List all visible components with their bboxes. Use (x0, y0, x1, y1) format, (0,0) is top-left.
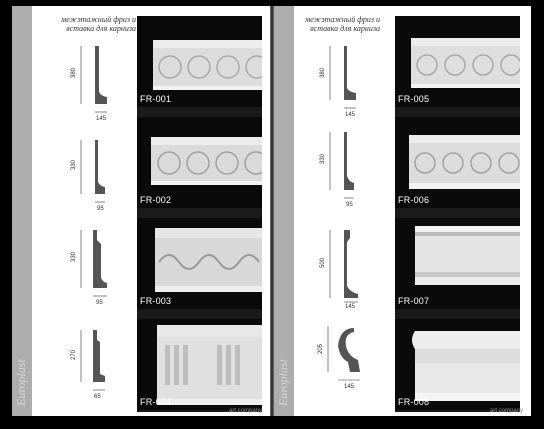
height-dimension: 330 (320, 153, 326, 164)
product-code: FR-008 (398, 397, 430, 407)
profile-drawing-fr-008 (314, 318, 384, 398)
header-line-2: вставка для карниза (310, 24, 380, 33)
height-dimension: 330 (71, 159, 77, 170)
product-tile-fr-003[interactable] (137, 218, 262, 309)
header-line-1: межэтажный фриз и (305, 15, 380, 24)
height-dimension: 500 (320, 257, 326, 268)
width-dimension: 95 (346, 202, 353, 208)
product-tile-fr-001[interactable] (137, 16, 262, 107)
brand-logo (14, 328, 30, 408)
product-tile-fr-008[interactable] (395, 319, 520, 410)
right-side-strip (274, 6, 294, 416)
product-tile-fr-005[interactable] (395, 16, 520, 107)
product-code: FR-001 (140, 94, 172, 104)
height-dimension: 330 (71, 251, 77, 262)
product-code: FR-006 (398, 195, 430, 205)
height-dimension: 270 (71, 349, 77, 360)
width-dimension: 65 (94, 394, 101, 400)
product-code: FR-003 (140, 296, 172, 306)
profile-drawing-fr-007 (316, 228, 386, 308)
profile-drawing-fr-005 (316, 42, 386, 122)
page-header (36, 15, 136, 33)
height-dimension: 205 (318, 343, 324, 354)
product-tile-fr-006[interactable] (395, 117, 520, 208)
profile-drawing-fr-001 (67, 42, 137, 122)
product-tile-fr-004[interactable] (137, 319, 262, 410)
product-tile-fr-007[interactable] (395, 218, 520, 309)
width-dimension: 145 (344, 384, 355, 390)
width-dimension: 95 (96, 300, 103, 306)
profile-drawing-fr-002 (67, 136, 137, 216)
page-footer: art company (229, 408, 263, 414)
width-dimension: 145 (345, 112, 356, 118)
product-code: FR-005 (398, 94, 430, 104)
height-dimension: 380 (71, 67, 77, 78)
header-line-2: вставка для карниза (66, 24, 136, 33)
product-photo-column (395, 16, 520, 412)
product-code: FR-004 (140, 397, 172, 407)
width-dimension: 145 (345, 304, 356, 308)
right-page (274, 6, 531, 416)
left-page (12, 6, 270, 416)
profile-drawing-fr-006 (316, 128, 386, 208)
product-photo-column (137, 16, 262, 412)
product-code: FR-002 (140, 195, 172, 205)
brand-logo (276, 328, 292, 408)
left-side-strip (12, 6, 32, 416)
profile-drawing-fr-003 (67, 226, 137, 306)
width-dimension: 145 (96, 116, 107, 122)
svg-text:Europlast: Europlast (14, 359, 28, 406)
height-dimension: 380 (320, 67, 326, 78)
page-footer: art company (490, 408, 524, 414)
profile-drawing-fr-004 (67, 324, 137, 404)
product-code: FR-007 (398, 296, 430, 306)
header-line-1: межэтажный фриз и (61, 15, 136, 24)
svg-text:Europlast: Europlast (276, 359, 290, 406)
product-tile-fr-002[interactable] (137, 117, 262, 208)
width-dimension: 95 (97, 206, 104, 212)
page-header (294, 15, 380, 33)
